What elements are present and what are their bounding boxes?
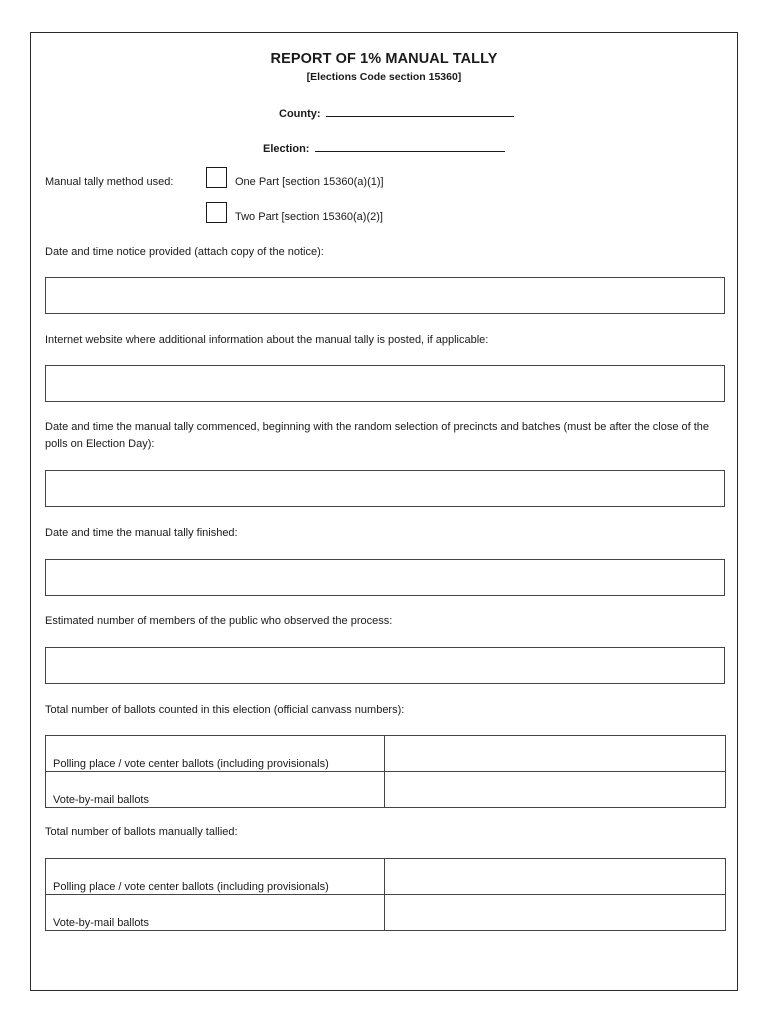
county-row — [279, 106, 514, 120]
page-title: REPORT OF 1% MANUAL TALLY — [270, 51, 498, 67]
finished-input[interactable] — [45, 559, 725, 596]
tallied-vbm-label: Vote-by-mail ballots — [46, 895, 385, 931]
county-field[interactable] — [326, 106, 514, 117]
table-row — [46, 895, 726, 931]
ballots-tallied-table — [45, 858, 726, 931]
observers-input[interactable] — [45, 647, 725, 684]
observers-label: Estimated number of members of the public who observed the process: — [45, 615, 393, 627]
website-label: Internet website where additional information about the manual tally is posted, if applicable: — [45, 334, 489, 346]
counted-polling-label: Polling place / vote center ballots (including provisionals) — [46, 736, 385, 772]
method-label: Manual tally method used: — [45, 176, 174, 188]
page-subtitle: [Elections Code section 15360] — [306, 71, 462, 83]
election-field[interactable] — [315, 141, 505, 152]
notice-input[interactable] — [45, 277, 725, 314]
election-label: Election: — [263, 143, 310, 155]
finished-label: Date and time the manual tally finished: — [45, 527, 238, 539]
table-row — [46, 772, 726, 808]
one-part-checkbox[interactable] — [206, 167, 227, 188]
report-form — [30, 32, 738, 991]
ballots-counted-table — [45, 735, 726, 808]
two-part-checkbox[interactable] — [206, 202, 227, 223]
counted-vbm-input[interactable] — [385, 772, 726, 808]
county-label: County: — [279, 108, 321, 120]
tallied-polling-input[interactable] — [385, 859, 726, 895]
notice-label: Date and time notice provided (attach copy of the notice): — [45, 246, 324, 258]
counted-vbm-label: Vote-by-mail ballots — [46, 772, 385, 808]
counted-polling-input[interactable] — [385, 736, 726, 772]
table-row — [46, 859, 726, 895]
one-part-label: One Part [section 15360(a)(1)] — [235, 176, 384, 188]
tallied-polling-label: Polling place / vote center ballots (including provisionals) — [46, 859, 385, 895]
tallied-vbm-input[interactable] — [385, 895, 726, 931]
commenced-input[interactable] — [45, 470, 725, 507]
website-input[interactable] — [45, 365, 725, 402]
ballots-tallied-label: Total number of ballots manually tallied: — [45, 826, 238, 838]
two-part-label: Two Part [section 15360(a)(2)] — [235, 211, 383, 223]
commenced-label: Date and time the manual tally commenced, beginning with the random selection of precincts and batches (must be after the close of the polls on Election Day): — [45, 421, 710, 450]
ballots-counted-label: Total number of ballots counted in this election (official canvass numbers): — [45, 704, 405, 716]
table-row — [46, 736, 726, 772]
election-row — [263, 141, 505, 155]
